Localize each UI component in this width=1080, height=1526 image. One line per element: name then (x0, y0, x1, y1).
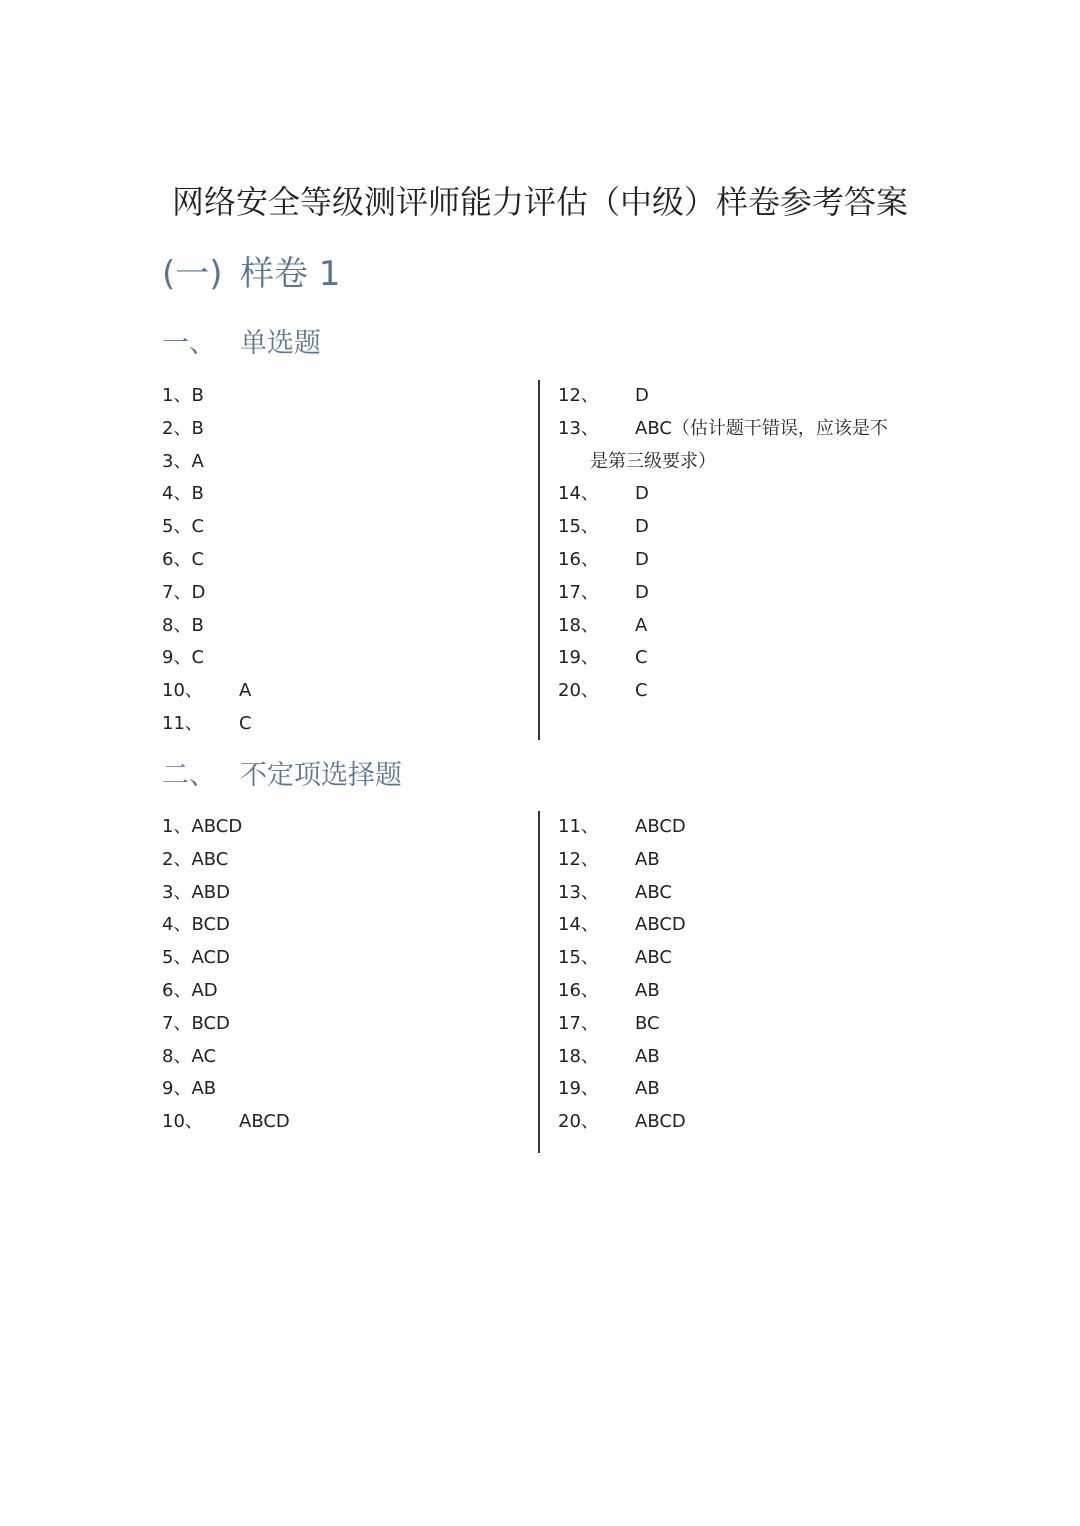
answer-value: A (635, 614, 648, 636)
question-number: 7、 (162, 1012, 192, 1034)
question-number: 20、 (558, 680, 599, 702)
answer-value: BCD (191, 914, 230, 936)
document-title: 网络安全等级测评师能力评估（中级）样卷参考答案 (171, 183, 908, 221)
section-heading-single-choice (162, 324, 321, 364)
answer-item (162, 811, 532, 844)
question-number: 12、 (558, 848, 599, 870)
section-number: 一、 (162, 328, 216, 359)
answer-value: C (191, 647, 205, 669)
question-number: 14、 (558, 914, 599, 936)
answer-value: ABCD (635, 914, 686, 936)
answer-item (162, 380, 532, 413)
answer-value: ABC (635, 947, 672, 969)
answer-value: ABC (191, 848, 229, 870)
question-number: 17、 (558, 581, 599, 603)
answer-item (558, 1041, 928, 1074)
answer-value: C (191, 516, 205, 538)
answer-value: C (191, 548, 205, 570)
question-number: 2、 (162, 417, 192, 439)
answer-value: C (239, 712, 252, 734)
question-number: 1、 (162, 385, 192, 406)
answer-value: D (635, 581, 649, 603)
multiple-choice-right-column (558, 811, 928, 1139)
question-number: 4、 (162, 483, 192, 505)
answer-item (162, 975, 532, 1008)
question-number: 12、 (558, 385, 599, 406)
question-number: 7、 (162, 581, 192, 603)
question-number: 19、 (558, 647, 599, 669)
answer-value-continued: 是第三级要求） (590, 450, 716, 472)
answer-value: A (191, 450, 204, 472)
answer-item (162, 942, 532, 975)
answer-item (558, 975, 928, 1008)
answer-value: B (191, 385, 204, 406)
question-number: 2、 (162, 848, 192, 870)
section-label: 单选题 (240, 328, 321, 359)
question-number: 17、 (558, 1012, 599, 1034)
part-label: 样卷 1 (240, 254, 341, 294)
answer-item (162, 1008, 532, 1041)
answer-value: C (635, 680, 648, 702)
question-number: 15、 (558, 947, 599, 969)
answer-value: D (635, 483, 649, 505)
answer-item (558, 413, 928, 479)
column-divider (538, 380, 542, 740)
question-number: 13、 (558, 881, 599, 903)
answer-item (162, 478, 532, 511)
question-number: 18、 (558, 614, 599, 636)
answer-item (558, 478, 928, 511)
column-divider (538, 811, 542, 1153)
answer-item (162, 1041, 532, 1074)
answer-value: ABC (635, 881, 672, 903)
answer-item (162, 413, 532, 446)
answer-value: AB (635, 1045, 660, 1067)
question-number: 13、 (558, 417, 599, 439)
question-number: 3、 (162, 450, 192, 472)
question-number: 16、 (558, 979, 599, 1001)
answer-item (162, 446, 532, 479)
answer-item (162, 1073, 532, 1106)
question-number: 6、 (162, 548, 192, 570)
answer-item (558, 942, 928, 975)
answer-value: ABCD (635, 1111, 686, 1133)
question-number: 10、 (162, 680, 203, 702)
answer-item (162, 610, 532, 643)
answer-item (558, 544, 928, 577)
question-number: 8、 (162, 1045, 192, 1067)
answer-value: C (635, 647, 648, 669)
answer-value: B (191, 483, 204, 505)
answer-item (162, 642, 532, 675)
answer-item (558, 511, 928, 544)
section-heading-multiple-choice (162, 756, 402, 796)
part-number: (一) (162, 254, 223, 294)
single-choice-right-column (558, 380, 928, 708)
answer-value: A (239, 680, 252, 702)
answer-value: AB (635, 979, 660, 1001)
question-number: 11、 (162, 712, 203, 734)
answer-item (162, 844, 532, 877)
multiple-choice-left-column (162, 811, 532, 1139)
answer-item (162, 1106, 532, 1139)
question-number: 4、 (162, 914, 192, 936)
answer-value: BCD (191, 1012, 230, 1034)
question-number: 6、 (162, 979, 192, 1001)
answer-item (558, 909, 928, 942)
section-label: 不定项选择题 (240, 760, 402, 791)
answer-item (558, 380, 928, 413)
question-number: 9、 (162, 1078, 192, 1100)
section-number: 二、 (162, 760, 216, 791)
answer-item (558, 610, 928, 643)
answer-value: ABCD (635, 816, 686, 837)
answer-item (162, 909, 532, 942)
answer-value: D (635, 516, 649, 538)
question-number: 1、 (162, 816, 192, 837)
question-number: 3、 (162, 881, 192, 903)
question-number: 5、 (162, 947, 192, 969)
answer-value: B (191, 614, 204, 636)
answer-item (558, 577, 928, 610)
answer-value: D (191, 581, 206, 603)
answer-item (162, 511, 532, 544)
answer-value: B (191, 417, 204, 439)
answer-item (162, 675, 532, 708)
answer-value: BC (635, 1012, 660, 1034)
answer-value: D (635, 548, 649, 570)
answer-item (162, 708, 532, 741)
answer-item (558, 844, 928, 877)
question-number: 9、 (162, 647, 192, 669)
single-choice-left-column (162, 380, 532, 741)
question-number: 14、 (558, 483, 599, 505)
question-number: 8、 (162, 614, 192, 636)
part-heading (162, 250, 340, 298)
question-number: 5、 (162, 516, 192, 538)
answer-item (162, 544, 532, 577)
question-number: 16、 (558, 548, 599, 570)
answer-item (558, 811, 928, 844)
answer-item (558, 675, 928, 708)
answer-value: AC (191, 1045, 217, 1067)
question-number: 10、 (162, 1111, 203, 1133)
answer-value: ACD (191, 947, 230, 969)
answer-item (558, 1106, 928, 1139)
question-number: 20、 (558, 1111, 599, 1133)
question-number: 15、 (558, 516, 599, 538)
question-number: 19、 (558, 1078, 599, 1100)
answer-value: ABD (191, 881, 230, 903)
question-number: 11、 (558, 816, 599, 837)
answer-item (558, 1008, 928, 1041)
answer-value: ABC（估计题干错误，应该是不 (635, 417, 888, 439)
answer-item (162, 877, 532, 910)
answer-value: ABCD (191, 816, 243, 837)
question-number: 18、 (558, 1045, 599, 1067)
answer-item (162, 577, 532, 610)
answer-item (558, 642, 928, 675)
answer-value: ABCD (239, 1111, 290, 1133)
answer-value: D (635, 385, 649, 406)
answer-item (558, 877, 928, 910)
answer-value: AB (635, 848, 660, 870)
answer-item (558, 1073, 928, 1106)
answer-value: AB (635, 1078, 660, 1100)
answer-value: AD (191, 979, 218, 1001)
answer-value: AB (191, 1078, 217, 1100)
